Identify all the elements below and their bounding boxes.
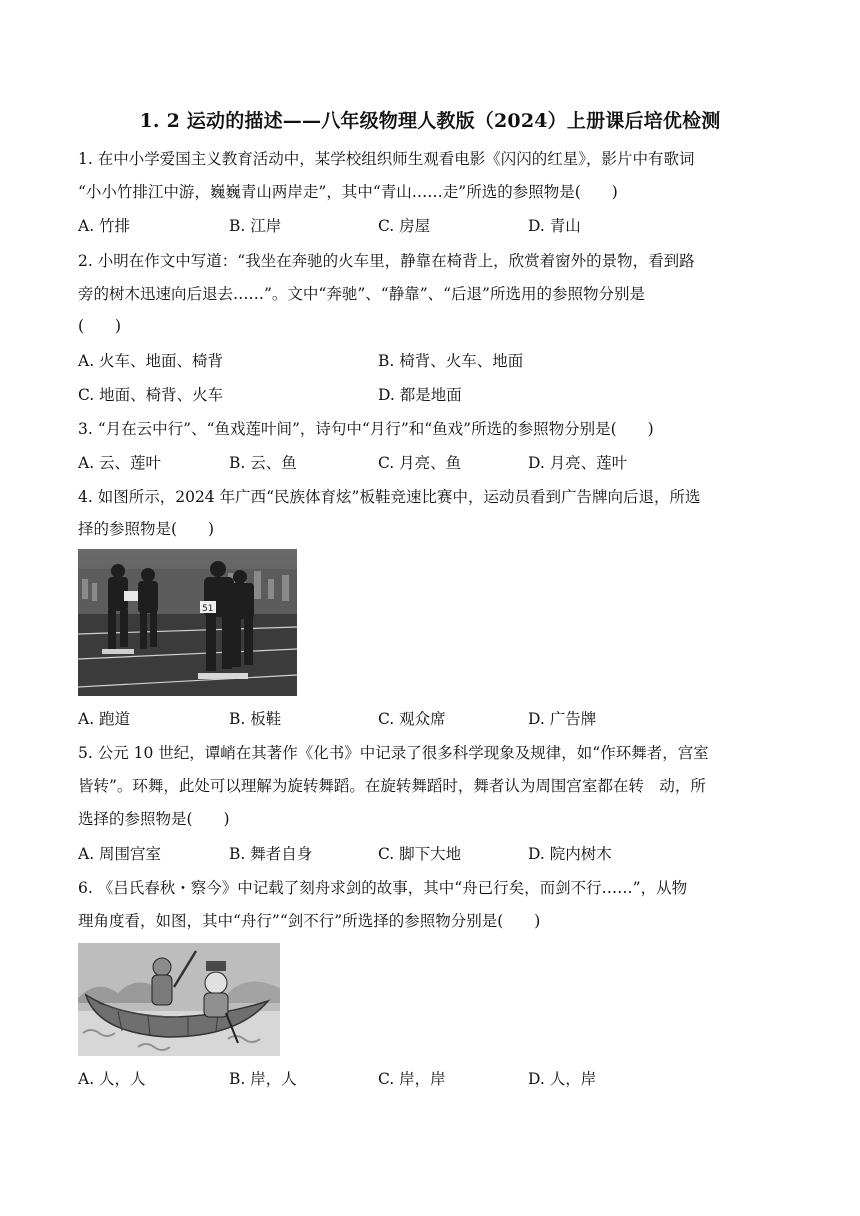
q2-line-1: 2. 小明在作文中写道：“我坐在奔驰的火车里，静靠在椅背上，欣赏着窗外的景物，看到路 xyxy=(78,252,695,270)
q5-line-2: 皆转”。环舞，此处可以理解为旋转舞蹈。在旋转舞蹈时，舞者认为周围宫室都在转 动，所 xyxy=(78,777,706,795)
q4-option-a: A. 跑道 xyxy=(78,710,131,728)
q6-option-a: A. 人，人 xyxy=(78,1070,146,1088)
q6-option-c: C. 岸，岸 xyxy=(378,1070,446,1088)
q2-line-2: 旁的树木迅速向后退去……”。文中“奔驰”、“静靠”、“后退”所选用的参照物分别是 xyxy=(78,285,645,303)
q2-option-c: C. 地面、椅背、火车 xyxy=(78,386,224,404)
q2-option-a: A. 火车、地面、椅背 xyxy=(78,352,224,370)
q1-option-d: D. 青山 xyxy=(528,217,581,235)
q6-line-2: 理角度看，如图，其中“舟行”“剑不行”所选择的参照物分别是( ) xyxy=(78,912,541,930)
q5-option-c: C. 脚下大地 xyxy=(378,845,462,863)
q4-option-d: D. 广告牌 xyxy=(528,710,597,728)
q5-option-b: B. 舞者自身 xyxy=(229,845,313,863)
q5-option-a: A. 周围宫室 xyxy=(78,845,162,863)
race-photo xyxy=(78,549,297,696)
q5-option-d: D. 院内树木 xyxy=(528,845,612,863)
q3-line-1: 3. “月在云中行”、“鱼戏莲叶间”，诗句中“月行”和“鱼戏”所选的参照物分别是( ) xyxy=(78,420,654,438)
q1-line-1: 1. 在中小学爱国主义教育活动中，某学校组织师生观看电影《闪闪的红星》，影片中有歌词 xyxy=(78,150,695,168)
q6-option-d: D. 人，岸 xyxy=(528,1070,597,1088)
boat-illustration xyxy=(78,943,280,1056)
bib-number: 51 xyxy=(202,604,214,614)
q2-option-d: D. 都是地面 xyxy=(378,386,462,404)
q5-line-1: 5. 公元 10 世纪，谭峭在其著作《化书》中记录了很多科学现象及规律，如“作环舞者，宫室 xyxy=(78,744,709,762)
q4-line-2: 择的参照物是( ) xyxy=(78,520,215,538)
q1-option-b: B. 江岸 xyxy=(229,217,282,235)
page-title: 1. 2 运动的描述——八年级物理人教版（2024）上册课后培优检测 xyxy=(139,110,721,132)
q4-line-1: 4. 如图所示，2024 年广西“民族体育炫”板鞋竞速比赛中，运动员看到广告牌向后退，所选 xyxy=(78,488,701,506)
q4-option-c: C. 观众席 xyxy=(378,710,446,728)
q5-line-3: 选择的参照物是( ) xyxy=(78,810,230,828)
q1-option-c: C. 房屋 xyxy=(378,217,431,235)
q2-line-3: ( ) xyxy=(78,317,122,335)
q3-option-a: A. 云、莲叶 xyxy=(78,454,162,472)
q1-line-2: “小小竹排江中游，巍巍青山两岸走”，其中“青山……走”所选的参照物是( ) xyxy=(78,183,618,201)
q2-option-b: B. 椅背、火车、地面 xyxy=(378,352,524,370)
q3-option-c: C. 月亮、鱼 xyxy=(378,454,462,472)
q3-option-d: D. 月亮、莲叶 xyxy=(528,454,628,472)
q1-option-a: A. 竹排 xyxy=(78,217,131,235)
q6-line-1: 6. 《吕氏春秋・察今》中记载了刻舟求剑的故事，其中“舟已行矣，而剑不行……”，从物 xyxy=(78,879,688,897)
q3-option-b: B. 云、鱼 xyxy=(229,454,297,472)
q6-option-b: B. 岸，人 xyxy=(229,1070,297,1088)
q4-option-b: B. 板鞋 xyxy=(229,710,282,728)
